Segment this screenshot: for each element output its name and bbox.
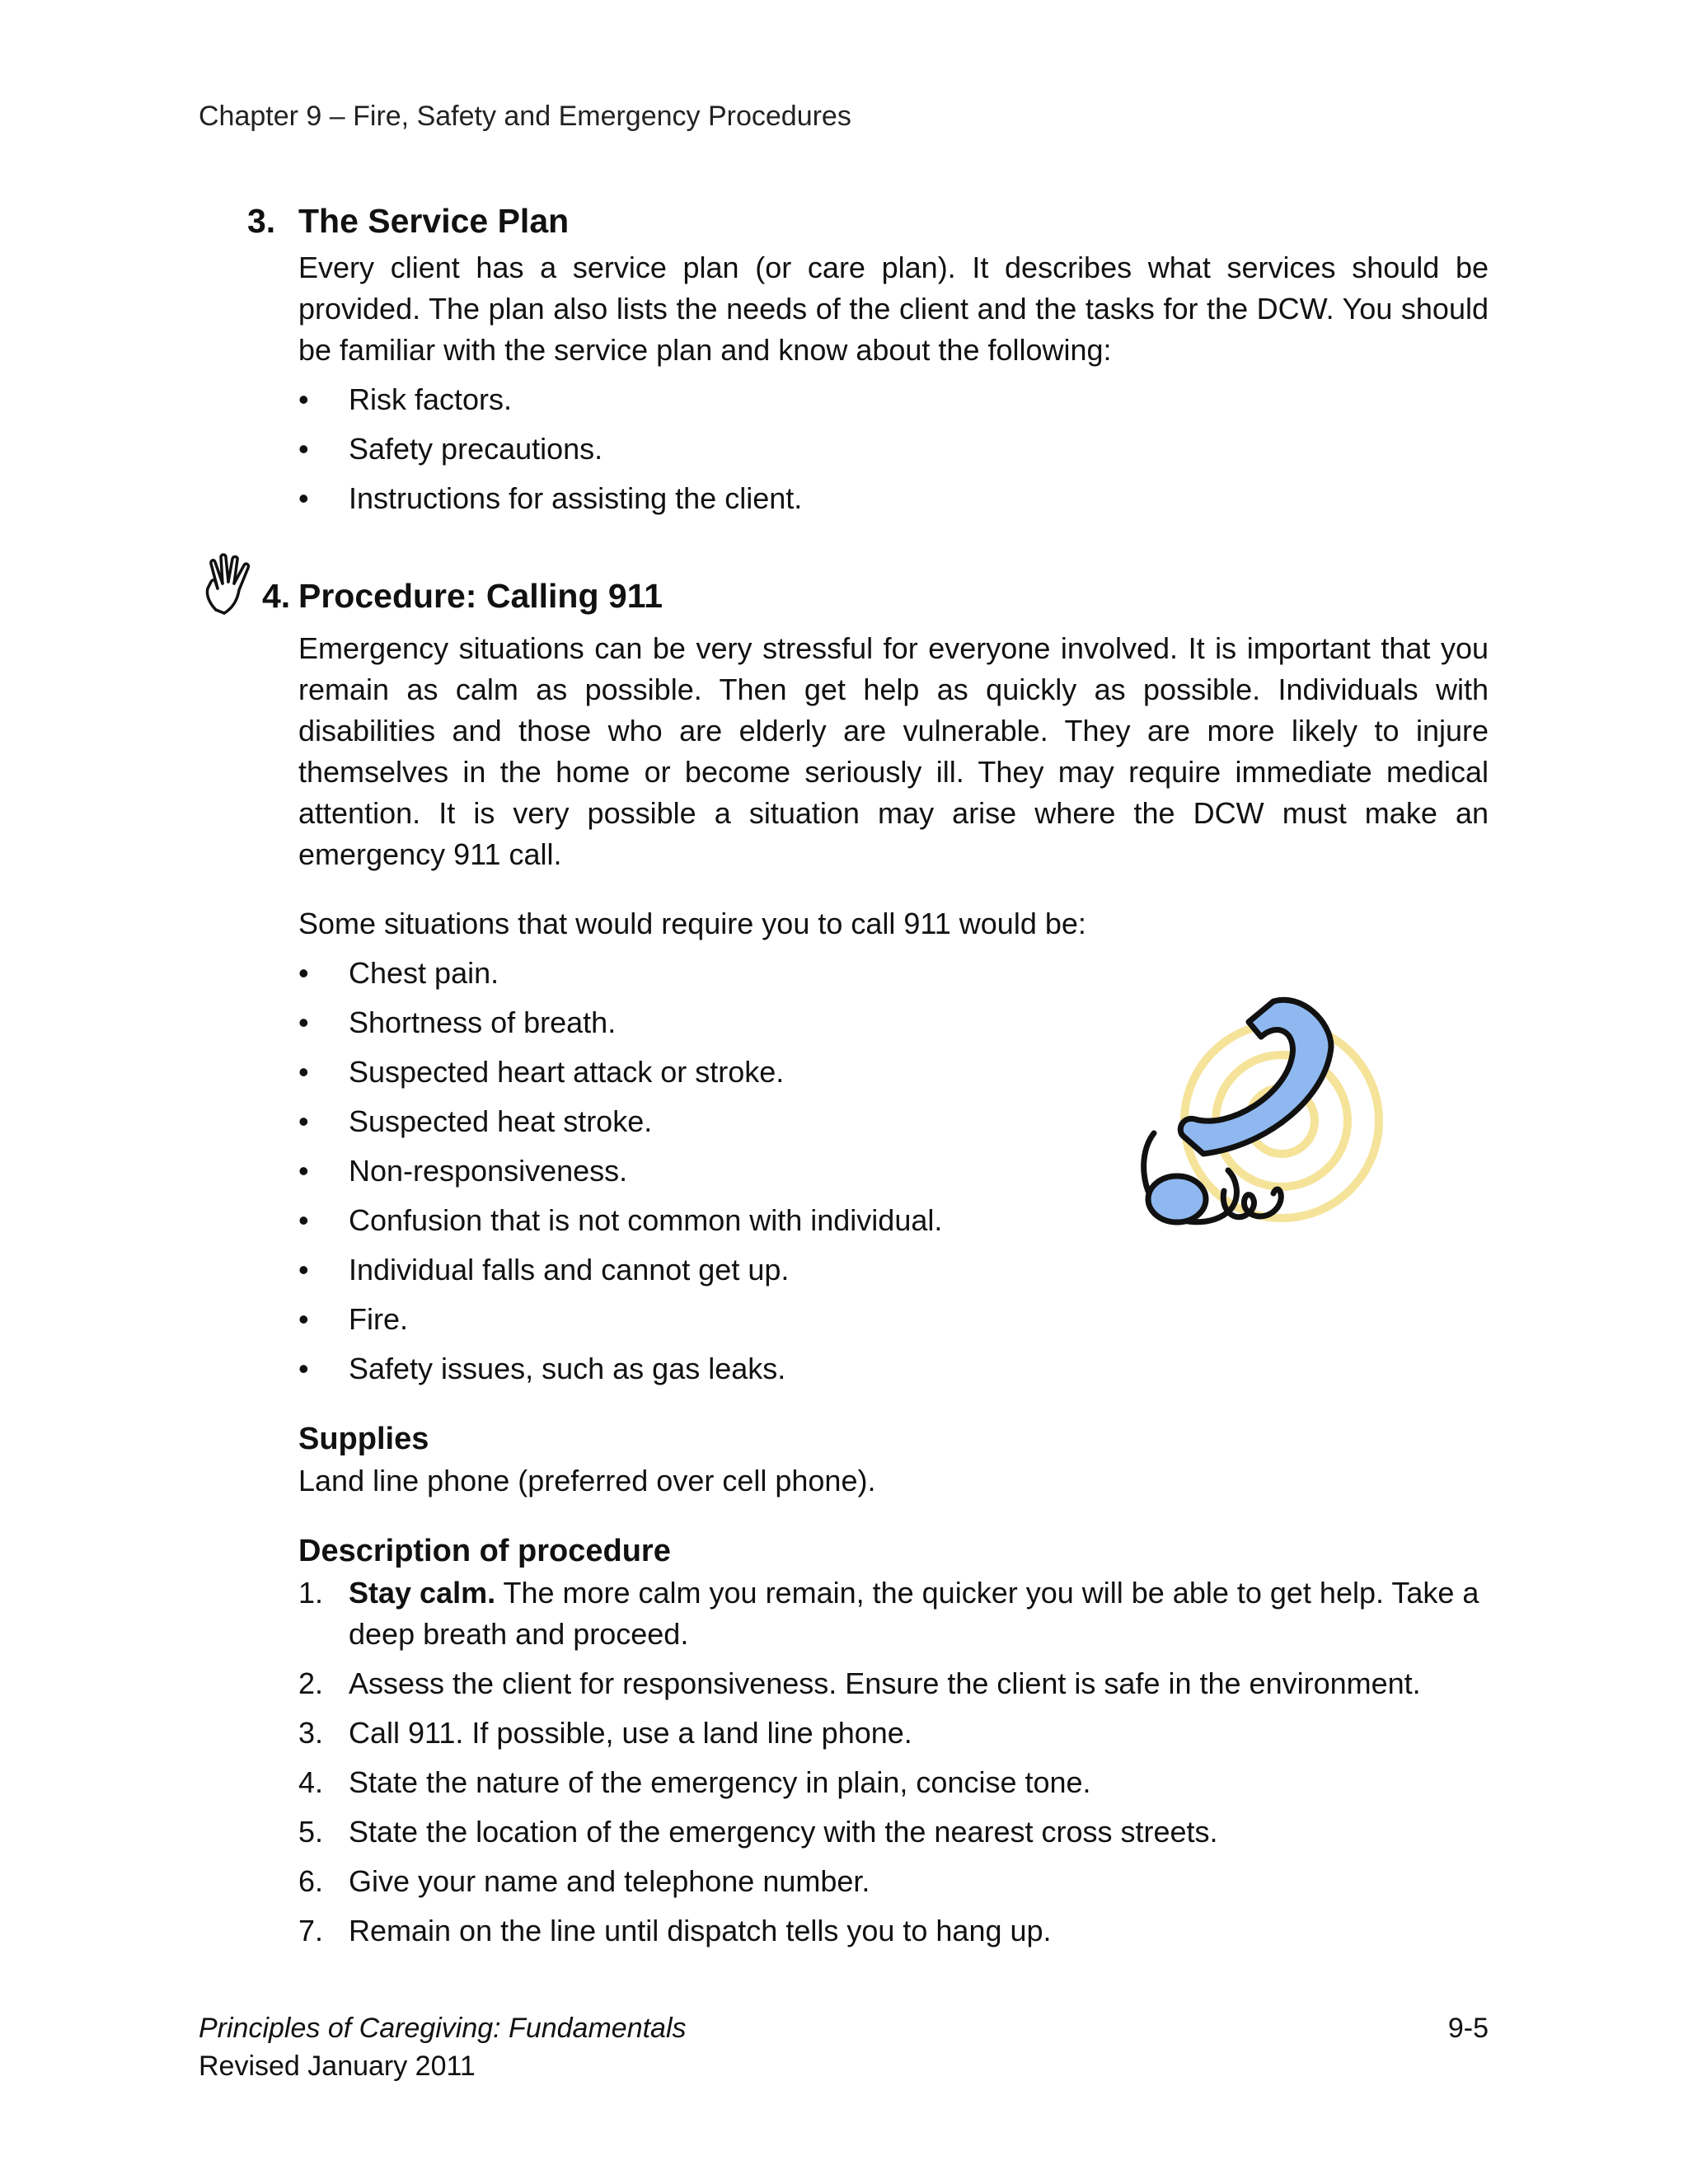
- procedure-step: 1. Stay calm. The more calm you remain, the quicker you will be able to get help. Take a deep breath and proceed.: [298, 1576, 1479, 1651]
- procedure-step: 2. Assess the client for responsiveness. Ensure the client is safe in the environment.: [298, 1666, 1421, 1700]
- section-3-body: [298, 247, 1489, 527]
- footer-left: [199, 2009, 687, 2085]
- procedure-heading: Description of procedure: [298, 1534, 671, 1568]
- supplies-text: Land line phone (preferred over cell phone).: [298, 1464, 876, 1497]
- list-item: • Suspected heat stroke.: [298, 1101, 1489, 1142]
- list-item: • Instructions for assisting the client.: [298, 478, 1489, 519]
- bullet-mark: •: [298, 1104, 309, 1138]
- bullet-mark: •: [298, 1302, 309, 1336]
- bullet-mark: •: [298, 1203, 309, 1237]
- section-4-body: [298, 628, 1489, 1960]
- procedure-step: 7. Remain on the line until dispatch tells you to hang up.: [298, 1914, 1052, 1947]
- bullet-mark: •: [298, 481, 309, 515]
- list-item: • Confusion that is not common with individual.: [298, 1200, 1489, 1241]
- section-3-title: The Service Plan: [298, 202, 570, 240]
- section-4-number: 4.: [262, 577, 291, 615]
- procedure-steps: [298, 1572, 1489, 1952]
- section-4-paragraph: Emergency situations can be very stressful for everyone involved. It is important that you remain as calm as possible. Then get help as quickly as possible. Individuals with disabilities and those who are elderly are vulnerable. They are more likely to injure themselves in the home or become seriously ill. They may require immediate medical attention. It is very possible a situation may arise where the DCW must make an emergency 911 call.: [298, 631, 1489, 871]
- list-item: • Individual falls and cannot get up.: [298, 1249, 1489, 1291]
- bullet-mark: •: [298, 382, 309, 416]
- list-item: • Risk factors.: [298, 379, 1489, 420]
- procedure-step: 6. Give your name and telephone number.: [298, 1864, 870, 1898]
- bullet-mark: •: [298, 956, 309, 990]
- bullet-mark: •: [298, 1253, 309, 1286]
- footer-revised: Revised January 2011: [199, 2050, 476, 2082]
- list-item: • Shortness of breath.: [298, 1002, 1489, 1043]
- section-3-bullet-list: [298, 379, 1489, 519]
- section-3-number: 3.: [247, 202, 276, 240]
- list-item: • Non-responsiveness.: [298, 1151, 1489, 1192]
- bullet-mark: •: [298, 1055, 309, 1089]
- section-4-title: Procedure: Calling 911: [298, 577, 663, 615]
- procedure-step: 5. State the location of the emergency with the nearest cross streets.: [298, 1815, 1218, 1849]
- situations-intro: Some situations that would require you to call 911 would be:: [298, 907, 1086, 940]
- procedure-step: 4. State the nature of the emergency in plain, concise tone.: [298, 1765, 1091, 1799]
- bullet-mark: •: [298, 1352, 309, 1385]
- supplies-heading: Supplies: [298, 1422, 429, 1456]
- running-head: Chapter 9 – Fire, Safety and Emergency Procedures: [199, 101, 851, 132]
- hand-icon: [201, 552, 259, 618]
- bullet-mark: •: [298, 1005, 309, 1039]
- footer-book-title: Principles of Caregiving: Fundamentals: [199, 2013, 687, 2044]
- page-number: 9-5: [1447, 2013, 1489, 2044]
- list-item: • Safety precautions.: [298, 429, 1489, 470]
- list-item: • Safety issues, such as gas leaks.: [298, 1348, 1489, 1390]
- procedure-step: 3. Call 911. If possible, use a land line phone.: [298, 1716, 912, 1750]
- list-item: • Fire.: [298, 1299, 1489, 1340]
- bullet-mark: •: [298, 432, 309, 466]
- list-item: • Suspected heart attack or stroke.: [298, 1052, 1489, 1093]
- section-3-paragraph: Every client has a service plan (or care plan). It describes what services should be provided. The plan also lists the needs of the client and the tasks for the DCW. You should be familiar with the service plan and know about the following:: [298, 251, 1489, 367]
- telephone-illustration-icon: [1080, 989, 1409, 1261]
- list-item: • Chest pain.: [298, 953, 1489, 994]
- bullet-mark: •: [298, 1154, 309, 1188]
